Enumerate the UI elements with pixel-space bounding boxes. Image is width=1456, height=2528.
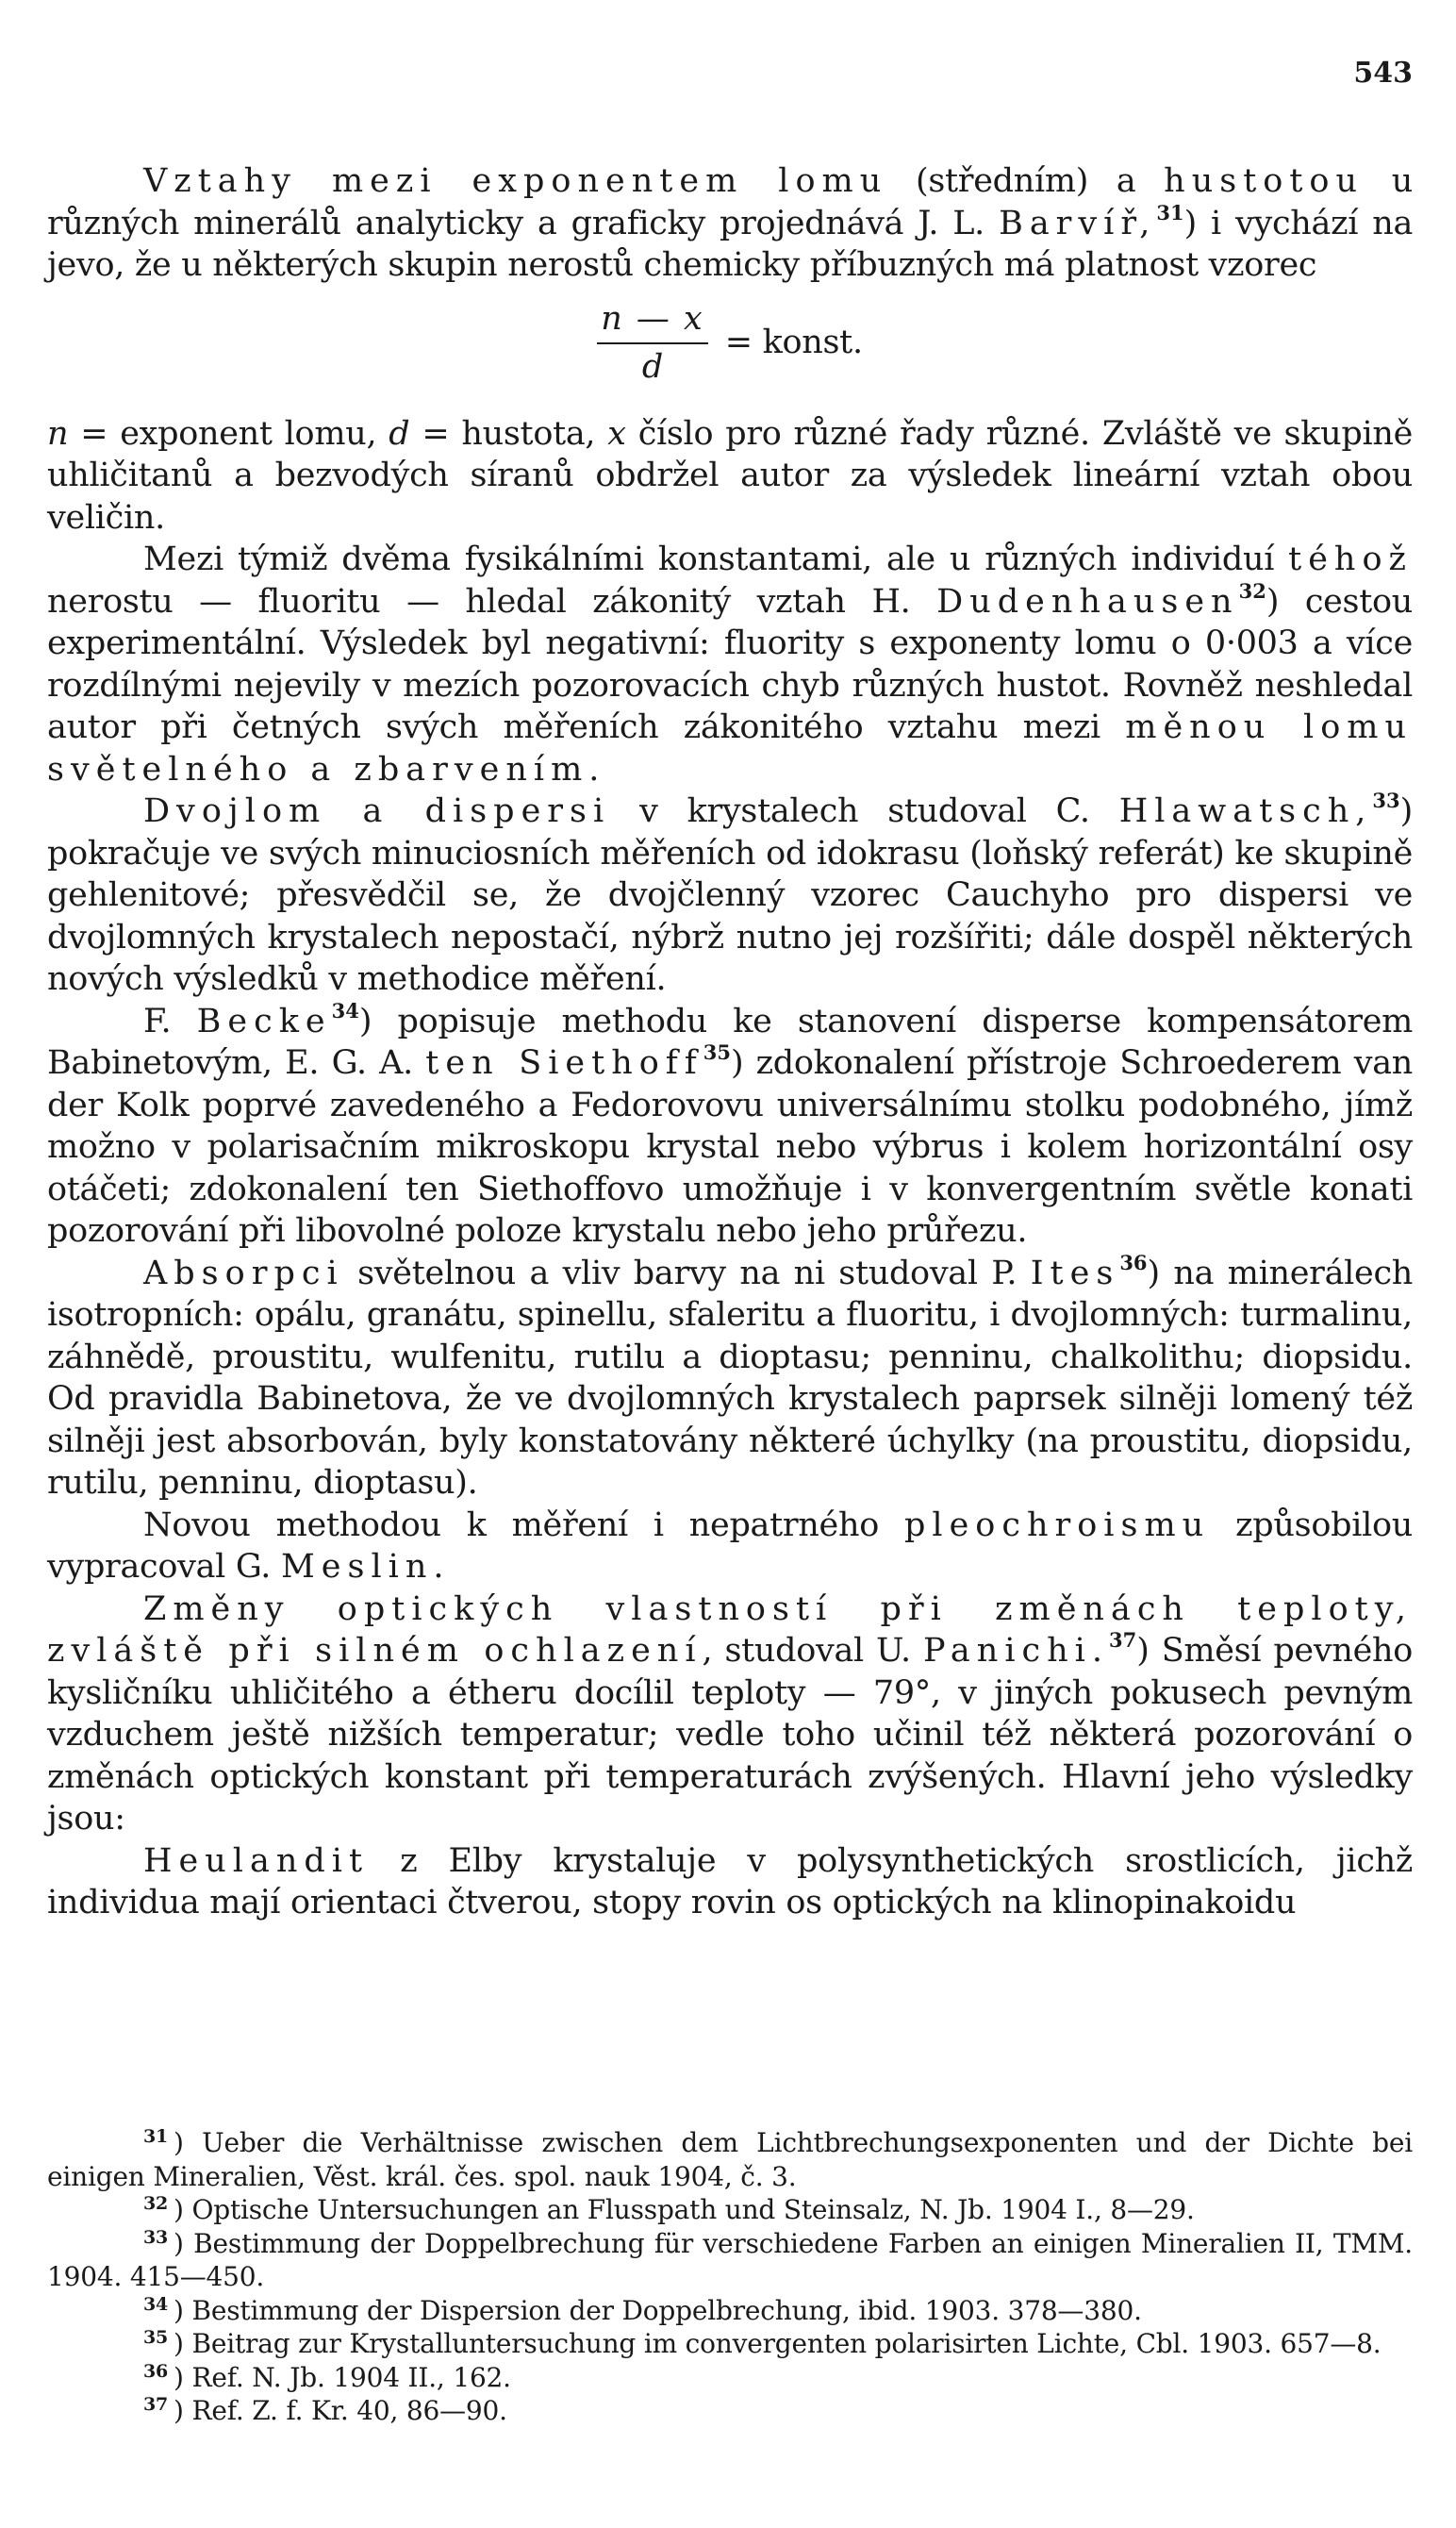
body-text <box>47 160 1413 1924</box>
footnote-ref-31: 31 <box>1156 200 1184 225</box>
paragraph-legend: n = exponent lomu, d = hustota, x číslo pro různé řady různé. Zvláště ve skupině uhličitanů a bezvodých síranů obdržel autor za výsledek lineární vztah obou veličin. <box>47 414 1413 537</box>
footnote-ref-36: 36 <box>1119 1250 1148 1274</box>
footnote-37: $^{37}$ ) Ref. Z. f. Kr. 40, 86—90. <box>143 2394 507 2426</box>
footnote-32: $^{32}$ ) Optische Untersuchungen an Flusspath und Steinsalz, N. Jb. 1904 I., 8—29. <box>143 2193 1195 2225</box>
formula-denominator: d <box>641 347 664 386</box>
footnote-ref-34: 34 <box>331 998 359 1023</box>
formula-konst <box>47 291 1413 396</box>
formula-numerator: n — x <box>597 298 708 344</box>
footnote-33: $^{33}$ ) Bestimmung der Doppelbrechung für verschiedene Farben an einigen Mineralien II, TMM. 1904. 415—450. <box>47 2226 1413 2292</box>
footnote-ref-32: 32 <box>1238 578 1266 603</box>
formula-rhs: = konst. <box>724 324 863 362</box>
paragraph-dudenhausen: Mezi týmiž dvěma fysikálními konstantami, ale u různých individuí téhož nerostu — fluoritu — hledal zákonitý vztah H. Dudenhausen$^{32}$) cestou experimentální. Výsledek byl negativní: fluority s exponenty lomu o 0·003 a více rozdílnými nejevily v mezích pozorovacích chyb různých hustot. Rovněž neshledal autor při četných svých měřeních zákonitého vztahu mezi měnou lomu světelného a zbarvením. <box>47 541 1413 789</box>
paragraph-meslin: Novou methodou k měření i nepatrného pleochroismu způsobilou vypracoval G. Meslin. <box>47 1505 1413 1586</box>
footnote-ref-35: 35 <box>703 1040 731 1064</box>
paragraph-heulandit: Heulandit z Elby krystaluje v polysynthetických srostlicích, jichž individua mají orientaci čtverou, stopy rovin os optických na klinopinakoidu <box>47 1841 1413 1921</box>
footnote-ref-33: 33 <box>1372 789 1400 812</box>
footnotes <box>47 2126 1413 2428</box>
footnote-35: $^{35}$ ) Beitrag zur Krystalluntersuchung im convergenten polarisirten Lichte, Cbl. 1903. 657—8. <box>143 2327 1382 2359</box>
footnote-ref-37: 37 <box>1109 1628 1137 1652</box>
footnote-36: $^{36}$ ) Ref. N. Jb. 1904 II., 162. <box>143 2360 511 2393</box>
paragraph-ites: Absorpci světelnou a vliv barvy na ni studoval P. Ites$^{36}$) na minerálech isotropních: opálu, granátu, spinellu, sfaleritu a fluoritu, i dvojlomných: turmalinu, záhnědě, proustitu, wulfenitu, rutilu a dioptasu; penninu, chalkolithu; diopsidu. Od pravidla Babinetova, že ve dvojlomných krystalech paprsek silněji lomený též silněji jest absorbován, byly konstatovány některé úchylky (na proustitu, diopsidu, rutilu, penninu, dioptasu). <box>47 1250 1413 1502</box>
footnote-34: $^{34}$ ) Bestimmung der Dispersion der Doppelbrechung, ibid. 1903. 378—380. <box>143 2293 1142 2326</box>
paragraph-panichi: Změny optických vlastností při změnách teploty, zvláště při silném ochlazení, studoval U. Panichi.$^{37}$) Směsí pevného kysličníku uhličitého a étheru docílil teploty — 79°, v jiných pokusech pevným vzduchem ještě nižších temperatur; vedle toho učinil též některá pozorování o změnách optických konstant při temperaturách zvýšených. Hlavní jeho výsledky jsou: <box>47 1589 1413 1838</box>
paragraph-hlawatsch: Dvojlom a dispersi v krystalech studoval C. Hlawatsch,$^{33}$) pokračuje ve svých minuciosních měřeních od idokrasu (loňský referát) ke skupině gehlenitové; přesvědčil se, že dvojčlenný vzorec Cauchyho pro dispersi ve dvojlomných krystalech nepostačí, nýbrž nutno jej rozšířiti; dále dospěl některých nových výsledků v methodice měření. <box>47 789 1413 998</box>
footnote-31: $^{31}$ ) Ueber die Verhältnisse zwischen dem Lichtbrechungsexponenten und der Dichte bei einigen Mineralien, Věst. král. čes. spol. nauk 1904, č. 3. <box>47 2126 1413 2192</box>
page-number: 543 <box>1353 57 1413 90</box>
formula-fraction <box>597 298 708 388</box>
paragraph-becke: F. Becke$^{34}$) popisuje methodu ke stanovení disperse kompensátorem Babinetovým, E. G. A. ten Siethoff$^{35}$) zdokonalení přístroje Schroederem van der Kolk poprvé zavedeného a Fedorovovu universálnímu stolku podobného, jímž možno v polarisačním mikroskopu krystal nebo výbrus i kolem horizontální osy otáčeti; zdokonalení ten Siethoffovo umožňuje i v konvergentním světle konati pozorování při libovolné poloze krystalu nebo jeho průřezu. <box>47 998 1413 1250</box>
paragraph-refractive-density: Vztahy mezi exponentem lomu (středním) a hustotou u různých minerálů analyticky a graficky projednává J. L. Barvíř,$^{31}$) i vychází na jevo, že u některých skupin nerostů chemicky příbuzných má platnost vzorec <box>47 162 1414 284</box>
